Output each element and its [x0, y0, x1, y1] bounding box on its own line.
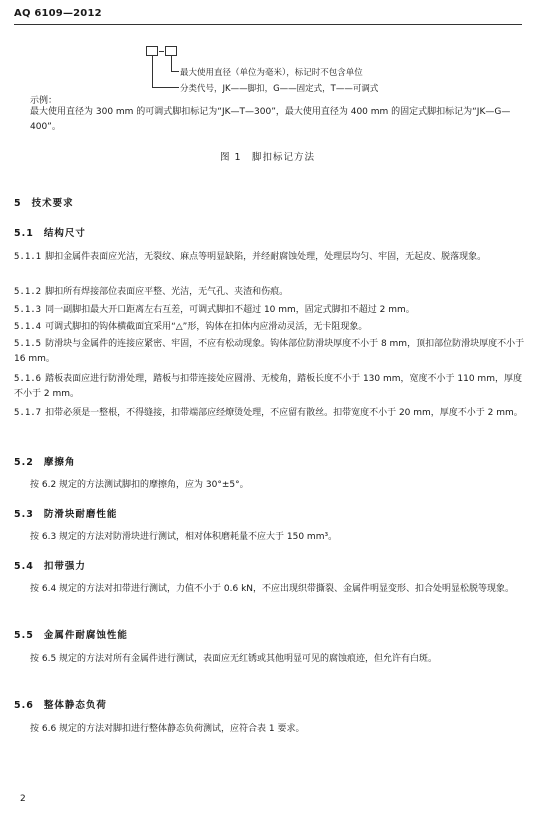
example-label: 示例：	[30, 96, 58, 106]
section-title: 金属件耐腐蚀性能	[43, 630, 128, 641]
section-5-4-body: 按 6.4 规定的方法对扣带进行测试，力值不小于 0.6 kN，不应出现织带撕裂、金属件明显变形、扣合处明显松脱等现象。	[30, 584, 515, 594]
example-text: 最大使用直径为 300 mm 的可调式脚扣标记为“JK—T—300”，最大使用直径为 400 mm 的固定式脚扣标记为“JK—G—400”。	[30, 107, 511, 132]
section-5-1-heading	[14, 225, 86, 239]
clause-number: 5.1.3	[14, 305, 42, 315]
section-number: 5.1	[14, 228, 34, 239]
label-max-diameter: 最大使用直径（单位为毫米），标记时不包含单位	[180, 68, 363, 78]
clause-number: 5.1.4	[14, 322, 42, 332]
section-title: 整体静态负荷	[43, 700, 107, 711]
clause-number: 5.1.6	[14, 374, 42, 384]
clause-text: 踏板表面应进行防滑处理，踏板与扣带连接处应圆滑、无棱角，踏板长度不小于 130 mm，宽度不小于 110 mm，厚度不小于 2 mm。	[14, 374, 522, 399]
section-5-6-heading	[14, 697, 107, 711]
clause-text: 防滑块与金属件的连接应紧密、牢固，不应有松动现象。钩体部位防滑块厚度不小于 8 mm，顶扣部位防滑块厚度不小于 16 mm。	[14, 339, 525, 364]
section-title: 结构尺寸	[43, 228, 86, 239]
clause-number: 5.1.5	[14, 339, 42, 349]
section-number: 5.2	[14, 457, 34, 468]
clause-number: 5.1.1	[14, 252, 42, 262]
leader-diameter-h	[171, 71, 179, 72]
section-5-3-body: 按 6.3 规定的方法对防滑块进行测试，相对体积磨耗量不应大于 150 mm³。	[30, 532, 338, 542]
clause-5-1-4	[14, 320, 526, 335]
clause-text: 扣带必须是一整根，不得缝接，扣带端部应经燎烫处理，不应留有散丝。扣带宽度不小于 20 mm，厚度不小于 2 mm。	[45, 408, 523, 418]
section-5-5-heading	[14, 627, 128, 641]
section-5-4-heading	[14, 558, 86, 572]
marking-dash	[159, 51, 164, 52]
standard-code: AQ 6109—2012	[14, 8, 102, 19]
section-title: 防滑块耐磨性能	[43, 509, 118, 520]
section-5-6-body: 按 6.6 规定的方法对脚扣进行整体静态负荷测试，应符合表 1 要求。	[30, 724, 305, 734]
clause-number: 5.1.2	[14, 287, 42, 297]
clause-5-1-5	[14, 337, 526, 367]
section-number: 5.3	[14, 509, 34, 520]
section-5-3-heading	[14, 506, 117, 520]
clause-5-1-2	[14, 285, 526, 300]
clause-number: 5.1.7	[14, 408, 42, 418]
section-title: 扣带强力	[43, 561, 86, 572]
clause-text: 脚扣所有焊接部位表面应平整、光洁，无气孔、夹渣和伤痕。	[45, 287, 289, 297]
clause-text: 可调式脚扣的钩体横截面宜采用“△”形，钩体在扣体内应滑动灵活，无卡阻现象。	[45, 322, 368, 332]
section-5-2-body: 按 6.2 规定的方法测试脚扣的摩擦角，应为 30°±5°。	[30, 480, 249, 490]
label-category: 分类代号，JK——脚扣，G——固定式，T——可调式	[180, 84, 379, 94]
header-rule	[14, 24, 522, 25]
clause-5-1-6	[14, 372, 526, 402]
marking-box-category	[146, 46, 158, 56]
clause-5-1-1	[14, 250, 526, 265]
clause-5-1-3	[14, 303, 526, 318]
figure-caption: 图 1 脚扣标记方法	[219, 152, 316, 163]
clause-text: 脚扣金属件表面应光洁，无裂纹、麻点等明显缺陷，并经耐腐蚀处理，处理层均匀、牢固，无起皮、脱落现象。	[45, 252, 487, 262]
section-number: 5.5	[14, 630, 34, 641]
leader-category-v	[152, 56, 153, 87]
clause-text: 同一副脚扣最大开口距离左右互差，可调式脚扣不超过 10 mm，固定式脚扣不超过 2 mm。	[45, 305, 415, 315]
marking-box-diameter	[165, 46, 177, 56]
leader-diameter-v	[171, 56, 172, 71]
section-5-heading	[14, 195, 74, 209]
section-number: 5	[14, 198, 22, 209]
section-title: 摩擦角	[43, 457, 76, 468]
section-5-5-body: 按 6.5 规定的方法对所有金属件进行测试，表面应无红锈或其他明显可见的腐蚀痕迹，但允许有白斑。	[30, 654, 438, 664]
page-number: 2	[20, 794, 26, 804]
section-number: 5.4	[14, 561, 34, 572]
clause-5-1-7	[14, 406, 526, 421]
leader-category-h	[152, 87, 179, 88]
section-title: 技术要求	[31, 198, 74, 209]
section-5-2-heading	[14, 454, 75, 468]
section-number: 5.6	[14, 700, 34, 711]
